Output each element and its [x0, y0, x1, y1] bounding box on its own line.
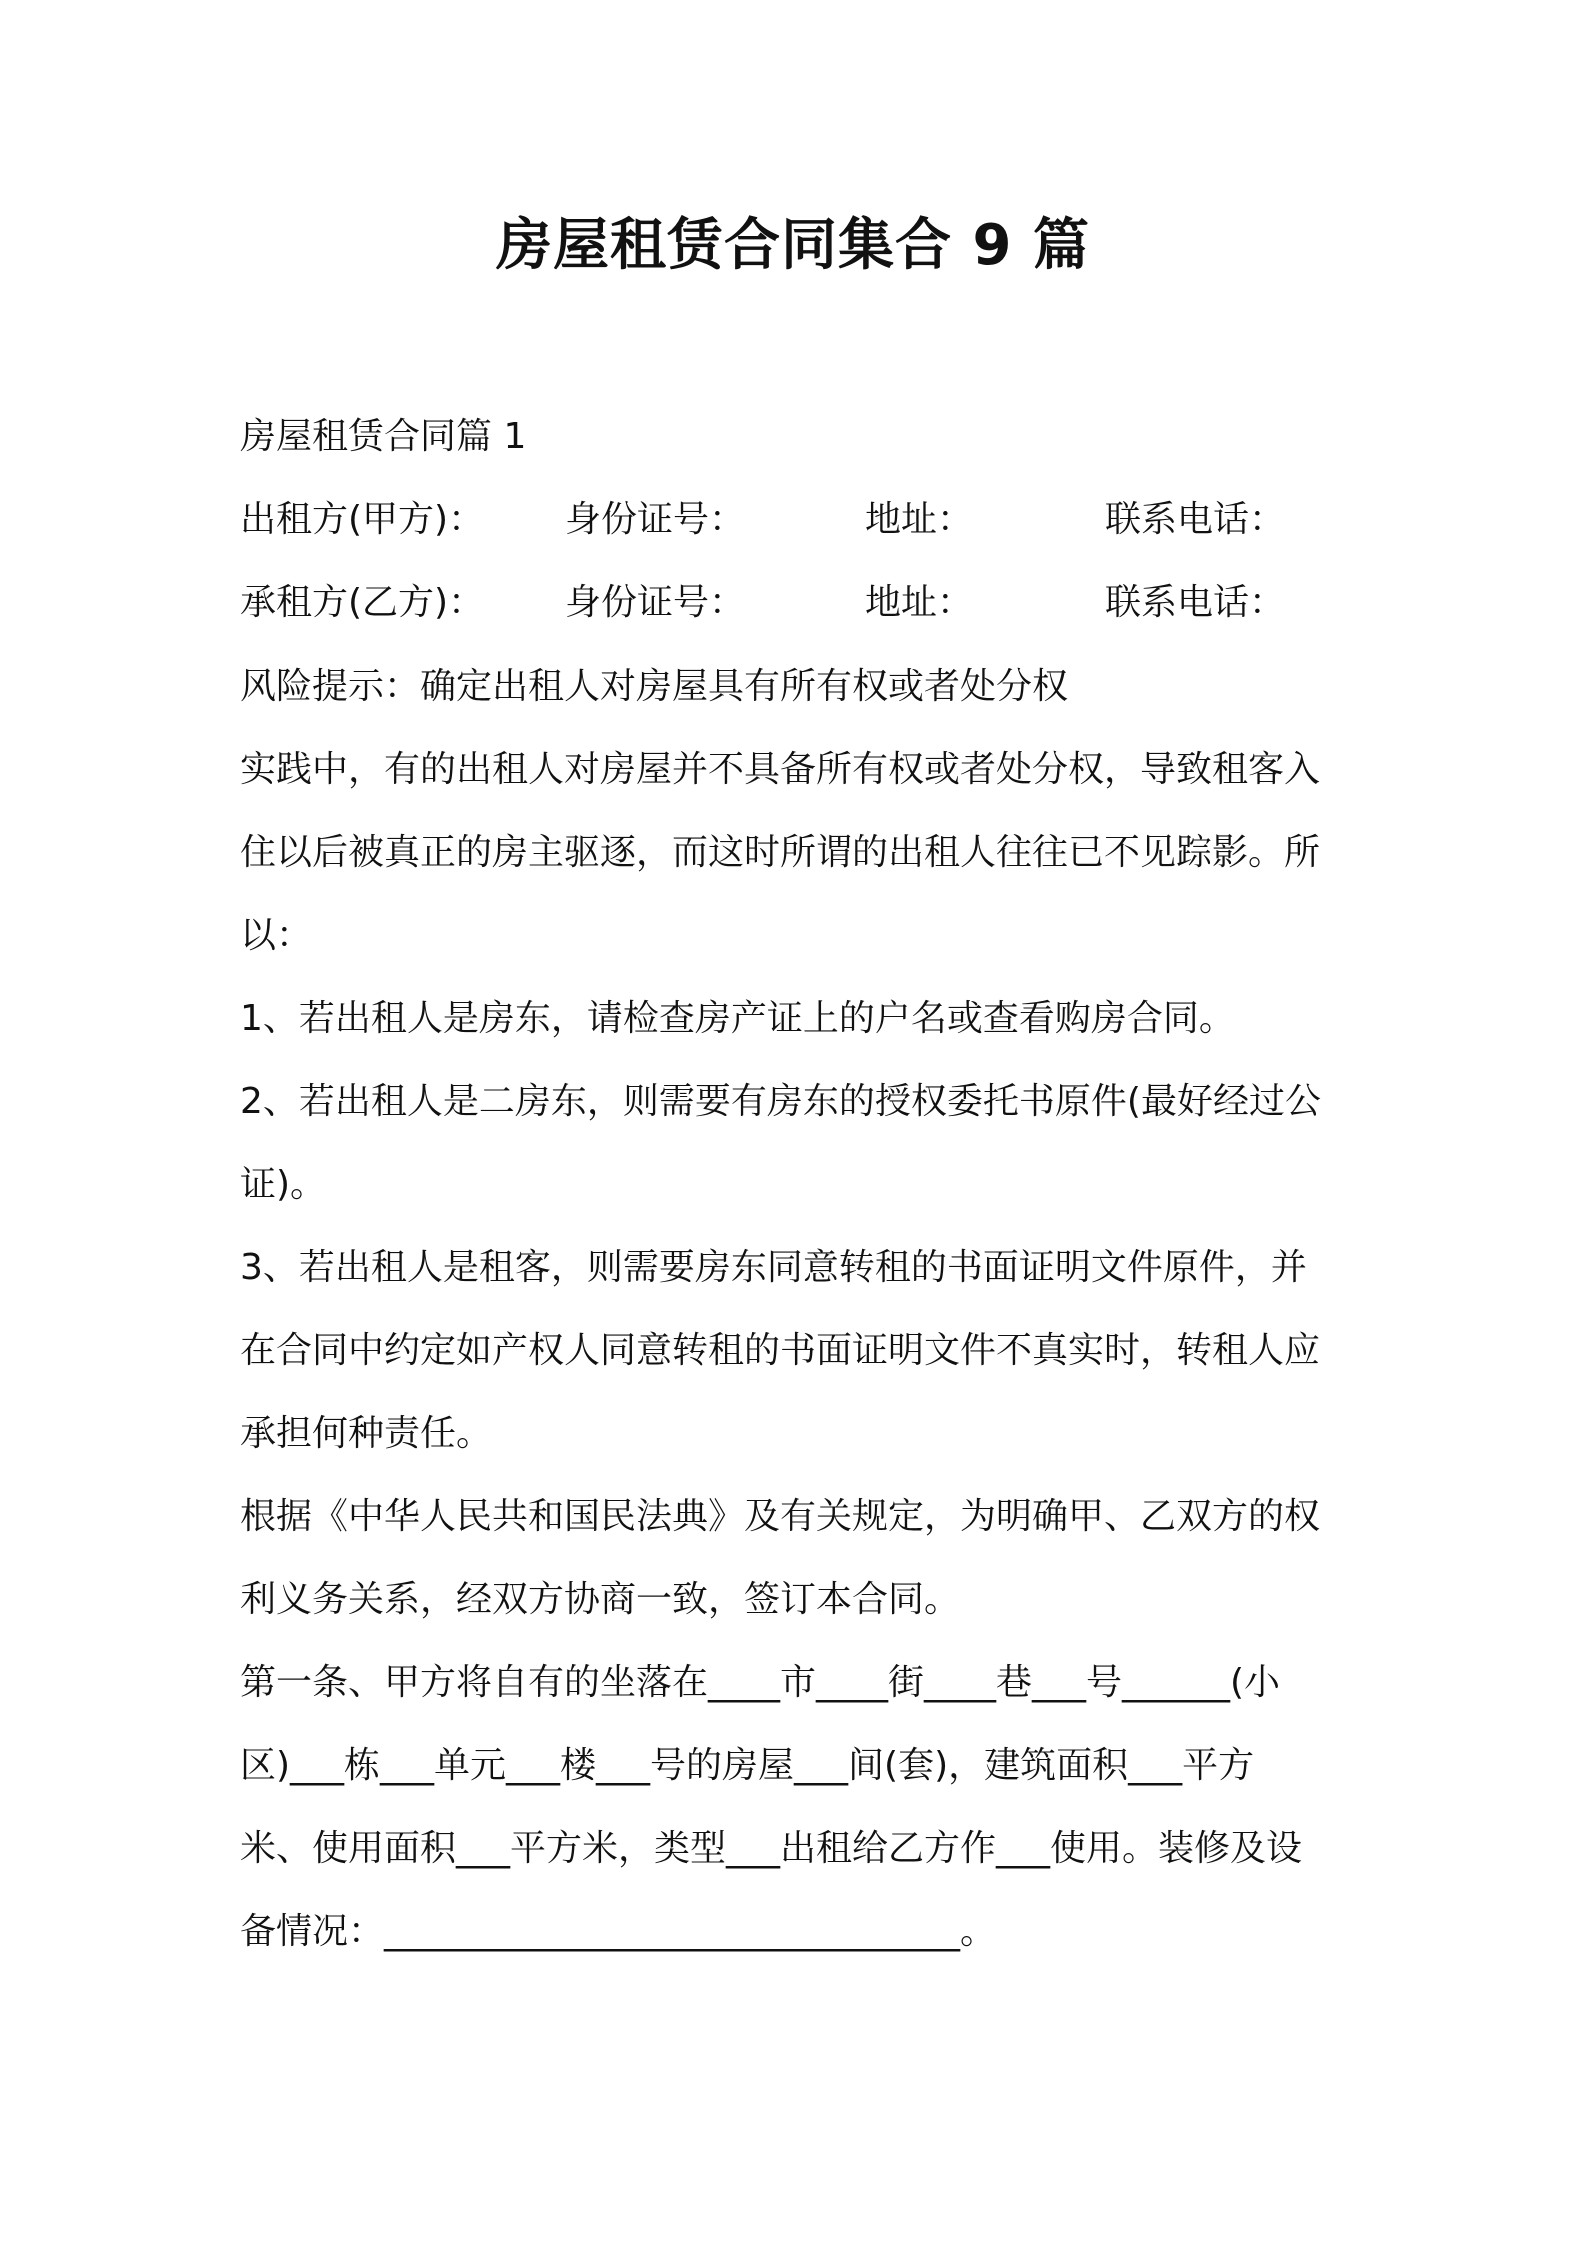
paragraph-line: 证)。 [240, 1164, 327, 1205]
document-title: 房屋租赁合同集合 9 篇 [496, 213, 1090, 278]
clause-line: 备情况：________________________________。 [240, 1911, 997, 1952]
section-heading: 房屋租赁合同篇 1 [240, 416, 527, 457]
risk-warning-heading: 风险提示：确定出租人对房屋具有所有权或者处分权 [240, 666, 1069, 707]
lessee-label: 承租方(乙方)： [240, 582, 485, 623]
clause-line: 米、使用面积___平方米，类型___出租给乙方作___使用。装修及设 [240, 1828, 1303, 1869]
lessee-id-label: 身份证号： [565, 582, 746, 623]
lessee-phone-label: 联系电话： [1105, 582, 1286, 623]
paragraph-line: 利义务关系，经双方协商一致，签订本合同。 [240, 1579, 961, 1620]
list-item: 2、若出租人是二房东，则需要有房东的授权委托书原件(最好经过公 [240, 1081, 1321, 1122]
lessor-label: 出租方(甲方)： [240, 499, 485, 540]
lessee-row [240, 578, 1350, 628]
lessor-row [240, 495, 1350, 545]
lessee-address-label: 地址： [865, 582, 974, 623]
paragraph-line: 承担何种责任。 [240, 1413, 493, 1454]
lessor-phone-label: 联系电话： [1105, 499, 1286, 540]
paragraph-line: 以： [240, 915, 313, 956]
lessor-address-label: 地址： [865, 499, 974, 540]
paragraph-line: 实践中，有的出租人对房屋并不具备所有权或者处分权，导致租客入 [240, 749, 1321, 790]
paragraph-line: 根据《中华人民共和国民法典》及有关规定，为明确甲、乙双方的权 [240, 1496, 1321, 1537]
list-item: 1、若出租人是房东，请检查房产证上的户名或查看购房合同。 [240, 998, 1235, 1039]
clause-line: 第一条、甲方将自有的坐落在____市____街____巷___号______(小 [240, 1662, 1281, 1703]
lessor-id-label: 身份证号： [565, 499, 746, 540]
list-item: 3、若出租人是租客，则需要房东同意转租的书面证明文件原件，并 [240, 1247, 1307, 1288]
clause-line: 区)___栋___单元___楼___号的房屋___间(套)，建筑面积___平方 [240, 1745, 1255, 1786]
paragraph-line: 在合同中约定如产权人同意转租的书面证明文件不真实时，转租人应 [240, 1330, 1321, 1371]
paragraph-line: 住以后被真正的房主驱逐，而这时所谓的出租人往往已不见踪影。所 [240, 832, 1321, 873]
